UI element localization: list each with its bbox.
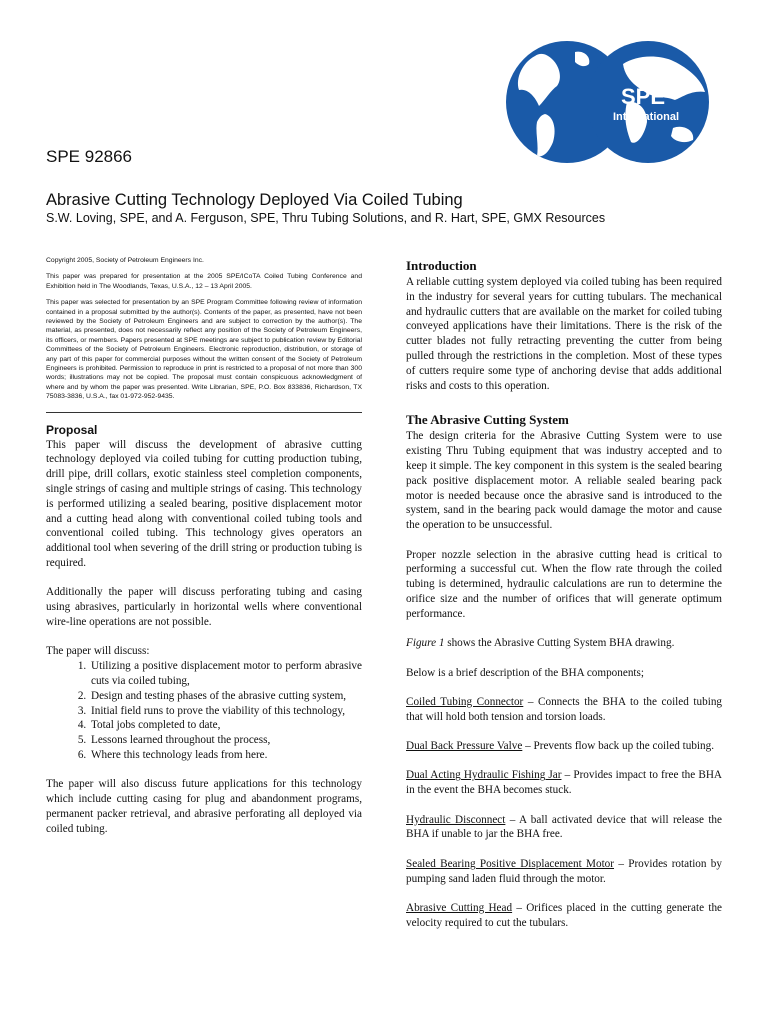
introduction-paragraph: A reliable cutting system deployed via coiled tubing has been required in the industry for several years for cutting tubulars. The mechanical and hydraulic cutters that are available on the market for coiled tubing conveyed applications have their limitations. There is the risk of the cutter blades not fully retracting preventing the cutter from being pulled through the restrictions in the completion. Most of these types of cutters require some type of anchoring devise that adds additional risks and costs to this operation. [406, 276, 722, 392]
paper-title: Abrasive Cutting Technology Deployed Via Coiled Tubing [46, 191, 463, 209]
component-text: – Prevents flow back up the coiled tubing. [522, 740, 715, 753]
system-paragraph-2: Proper nozzle selection in the abrasive cutting head is critical to performing a successful cut. When the flow rate through the coiled tubing is determined, hydraulic calculations are run to determine the orifice size and the number of orifices that will generate optimum performance. [406, 548, 722, 620]
section-heading-proposal: Proposal [46, 422, 98, 437]
proposal-list-intro: The paper will discuss: [46, 645, 150, 658]
component-description [406, 768, 722, 798]
proposal-paragraph-1: This paper will discuss the development of abrasive cutting technology deployed via coiled tubing for cutting production tubing, drill pipe, drill collars, exotic stainless steel completion components, single strings of casing and multiple strings of casing. This technology is performed utilizing a sealed bearing, positive displacement motor and a cutting head along with conventional coiled tubing tools and conventional coiled tubing. This technology gives operators an additional tool when severing of the drill string or production tubing is required. [46, 438, 362, 570]
bha-intro: Below is a brief description of the BHA components; [406, 666, 645, 679]
component-text: – Provides impact to free the BHA in the event the BHA becomes stuck. [406, 769, 722, 797]
proposal-paragraph-3: The paper will also discuss future applications for this technology which include cutting casing for plug and abandonment programs, permanent packer retrieval, and abrasive perforating all deployed via coiled tubing. [46, 778, 362, 835]
component-text: – A ball activated device that will release the BHA if unable to jar the BHA free. [406, 813, 722, 841]
component-name: Dual Back Pressure Valve [406, 740, 523, 753]
figure-reference-paragraph [406, 636, 722, 651]
copyright-divider [46, 412, 362, 413]
logo-text-international: International [613, 111, 680, 123]
review-notice: This paper was selected for presentation by an SPE Program Committee following review of information contained in a proposal submitted by the author(s). Contents of the paper, as presented, have not been reviewed by the Society of Petroleum Engineers and are subject to correction by the author(s). The material, as presented, does not necessarily reflect any position of the Society of Petroleum Engineers, its officers, or members. Papers presented at SPE meetings are subject to publication review by Editorial Committees of the Society of Petroleum Engineers. Electronic reproduction, distribution, or storage of any part of this paper for commercial purposes without the written consent of the Society of Petroleum Engineers is prohibited. Permission to reproduce in print is restricted to a proposal of not more than 300 words; illustrations may not be copied. The proposal must contain conspicuous acknowledgment of where and by whom the paper was presented. Write Librarian, SPE, P.O. Box 833836, Richardson, TX 75083-3836, U.S.A., fax 01-972-952-9435. [46, 299, 362, 401]
component-text: – Connects the BHA to the coiled tubing that will hold both tension and torsion loads. [406, 695, 723, 723]
component-name: Dual Acting Hydraulic Fishing Jar [406, 769, 562, 782]
discussion-list [46, 659, 362, 763]
section-heading-introduction: Introduction [406, 258, 477, 273]
right-column [406, 258, 722, 931]
component-name: Hydraulic Disconnect [406, 813, 506, 826]
system-paragraph-1: The design criteria for the Abrasive Cutting System were to use existing Thru Tubing equipment that was industry accepted and to keep it simple. The key component in this system is the sealed bearing pack positive displacement motor. A reliable sealed bearing pack motor is needed because once the abrasive sand is introduced to the system, sand in the bearing pack would damage the motor and cause the operation to be unsuccessful. [406, 430, 722, 532]
component-description [406, 813, 722, 843]
component-text: – Orifices placed in the cutting generate the velocity required to cut the tubulars. [406, 902, 723, 929]
list-item: 6. Where this technology leads from here. [89, 748, 362, 763]
copyright-notice: Copyright 2005, Society of Petroleum Engineers Inc. [46, 257, 204, 264]
component-description [406, 857, 722, 887]
list-item: 1. Utilizing a positive displacement motor to perform abrasive cuts via coiled tubing, [89, 659, 362, 689]
component-name: Coiled Tubing Connector [406, 695, 524, 708]
figure-1-reference: Figure 1 [406, 637, 445, 650]
component-text: – Provides rotation by pumping sand laden fluid through the motor. [406, 857, 722, 885]
figure-reference-text: shows the Abrasive Cutting System BHA drawing. [444, 637, 675, 650]
list-item: 3. Initial field runs to prove the viability of this technology, [89, 704, 362, 719]
spe-international-logo [505, 38, 711, 166]
conference-notice: This paper was prepared for presentation at the 2005 SPE/ICoTA Coiled Tubing Conference and Exhibition held in The Woodlands, Texas, U.S.A., 12 – 13 April 2005. [46, 273, 362, 290]
proposal-paragraph-2: Additionally the paper will discuss perforating tubing and casing using abrasives, particularly in horizontal wells where conventional wire-line operations are not possible. [46, 586, 362, 629]
paper-authors: S.W. Loving, SPE, and A. Ferguson, SPE, Thru Tubing Solutions, and R. Hart, SPE, GMX Resources [46, 211, 606, 225]
component-name: Sealed Bearing Positive Displacement Motor [406, 857, 615, 870]
list-item: 2. Design and testing phases of the abrasive cutting system, [89, 689, 362, 704]
list-item: 5. Lessons learned throughout the process, [89, 733, 362, 748]
paper-number: SPE 92866 [46, 147, 133, 166]
logo-text-spe: SPE [621, 84, 666, 109]
component-name: Abrasive Cutting Head [406, 902, 513, 915]
list-item: 4. Total jobs completed to date, [89, 718, 362, 733]
component-description [406, 901, 722, 931]
component-description [406, 695, 722, 725]
component-description [406, 739, 722, 754]
left-column [46, 256, 362, 837]
section-heading-system: The Abrasive Cutting System [406, 412, 569, 428]
